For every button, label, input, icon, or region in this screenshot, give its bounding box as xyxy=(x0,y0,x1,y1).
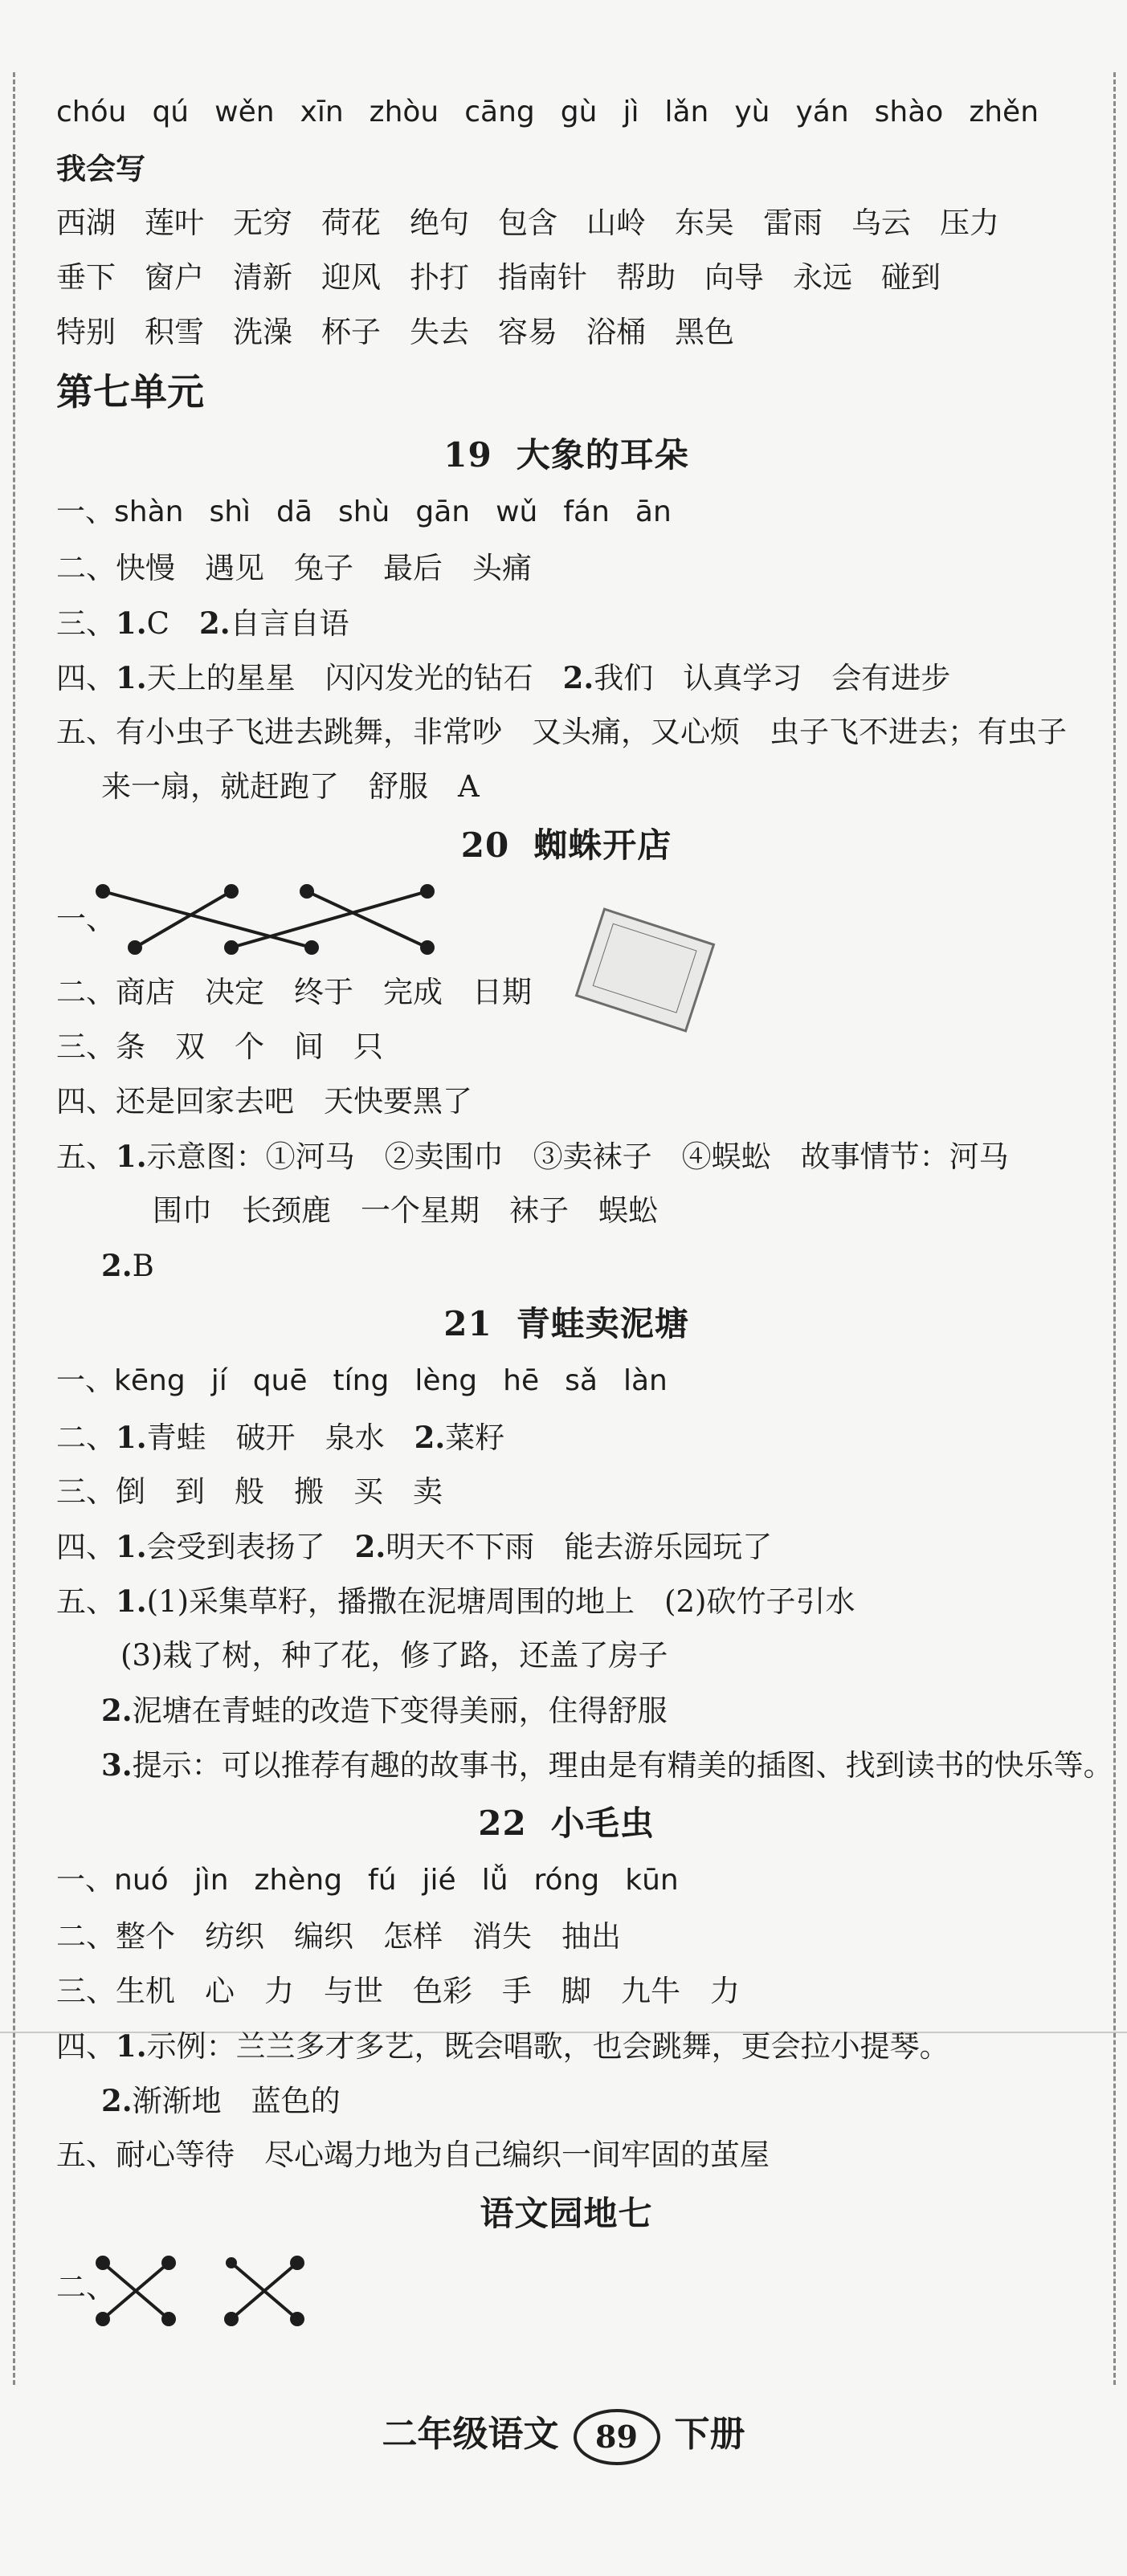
vocab-word: 永远 xyxy=(793,260,852,295)
lesson-name: 大象的耳朵 xyxy=(516,435,689,475)
lesson-number: 21 xyxy=(443,1304,492,1343)
vocab-word: 积雪 xyxy=(145,315,204,349)
question-label: 五、 xyxy=(56,1139,116,1174)
pinyin-item: cāng xyxy=(464,96,535,128)
lesson-number: 19 xyxy=(443,435,492,475)
match-dot xyxy=(226,2257,237,2268)
lesson-19-q3 xyxy=(56,596,1076,650)
pinyin-item: chóu xyxy=(56,96,127,128)
vocab-word: 清新 xyxy=(233,260,292,295)
pinyin-item: jí xyxy=(210,1364,227,1397)
vocab-word: 垂下 xyxy=(56,260,116,295)
pinyin-item: fú xyxy=(368,1864,397,1897)
lesson-20-q4: 四、还是回家去吧 天快要黑了 xyxy=(56,1084,472,1119)
lesson-name: 青蛙卖泥塘 xyxy=(516,1304,689,1343)
pinyin-item: yù xyxy=(734,96,770,128)
pinyin-item: zhòu xyxy=(369,96,439,128)
matching-lines-diagram xyxy=(56,877,474,965)
lesson-21-q3: 三、倒 到 般 搬 买 卖 xyxy=(56,1474,443,1509)
answer-text: (1)采集草籽，播撒在泥塘周围的地上 (2)砍竹子引水 xyxy=(146,1584,855,1619)
lesson-22-q4-line1 xyxy=(56,2019,1076,2073)
lesson-21-q5-line2: (3)栽了树，种了花，修了路，还盖了房子 xyxy=(120,1638,668,1673)
vocab-word: 向导 xyxy=(704,260,764,295)
woxie-row-1 xyxy=(56,196,1076,251)
lesson-21-q4 xyxy=(56,1519,1076,1574)
question-label: 四、 xyxy=(56,661,116,695)
vocab-word: 失去 xyxy=(410,315,469,349)
answer-text: 菜籽 xyxy=(445,1420,505,1455)
pinyin-item: wǔ xyxy=(496,495,538,528)
vocab-word: 窗户 xyxy=(145,260,204,295)
vocab-word: 指南针 xyxy=(498,260,587,295)
item-number: 2. xyxy=(562,660,594,695)
answer-content xyxy=(56,87,1113,2333)
lesson-21-q5-item2 xyxy=(56,1683,1076,1738)
pinyin-item: lèng xyxy=(414,1364,478,1397)
answer-text: 自言自语 xyxy=(230,606,349,641)
pinyin-item: wěn xyxy=(214,96,275,128)
pinyin-item: lǎn xyxy=(664,96,709,128)
vocab-word: 荷花 xyxy=(321,206,381,240)
vocab-word: 特别 xyxy=(56,315,116,349)
stamp-frame xyxy=(593,923,697,1013)
vocab-word: 雷雨 xyxy=(763,206,823,240)
pinyin-item: shì xyxy=(209,495,251,528)
page-number: 89 xyxy=(574,2409,660,2465)
lesson-20-q5-line1 xyxy=(56,1129,1076,1184)
lesson-number: 22 xyxy=(478,1804,527,1843)
item-number: 1. xyxy=(116,1139,147,1174)
vocab-word: 杯子 xyxy=(321,315,381,349)
lesson-22-title xyxy=(56,1792,1076,1855)
pinyin-item: lǚ xyxy=(481,1864,508,1897)
vocab-word: 莲叶 xyxy=(145,206,204,240)
pinyin-item: shàn xyxy=(114,495,184,528)
item-number: 1. xyxy=(116,1420,147,1455)
vocab-word: 东吴 xyxy=(675,206,734,240)
answer-text: 明天不下雨 能去游乐园玩了 xyxy=(386,1530,773,1564)
answer-text: 示例：兰兰多才多艺，既会唱歌，也会跳舞，更会拉小提琴。 xyxy=(146,2029,949,2064)
lesson-19-q2: 二、快慢 遇见 兔子 最后 头痛 xyxy=(56,551,532,585)
pinyin-answers xyxy=(114,1864,704,1897)
vocab-word: 山岭 xyxy=(586,206,646,240)
vocab-word: 扑打 xyxy=(410,260,469,295)
pinyin-item: ān xyxy=(635,495,672,528)
page-footer xyxy=(0,2405,1127,2465)
unit-title: 第七单元 xyxy=(56,370,204,414)
answer-text: 渐渐地 蓝色的 xyxy=(132,2084,341,2118)
lesson-number: 20 xyxy=(460,825,510,865)
lesson-19-title xyxy=(56,424,1076,487)
answer-text: 示意图：①河马 ②卖围巾 ③卖袜子 ④蜈蚣 故事情节：河马 xyxy=(146,1139,1009,1174)
question-label: 一、 xyxy=(56,1864,115,1897)
pinyin-item: zhèng xyxy=(254,1864,343,1897)
vocab-word: 容易 xyxy=(498,315,557,349)
lesson-22-q3: 三、生机 心 力 与世 色彩 手 脚 九牛 力 xyxy=(56,1974,740,2008)
pinyin-item: tíng xyxy=(333,1364,390,1397)
lesson-name: 小毛虫 xyxy=(550,1804,655,1843)
answer-text: 泥塘在青蛙的改造下变得美丽，住得舒服 xyxy=(132,1694,668,1728)
lesson-name: 蜘蛛开店 xyxy=(533,825,672,865)
garden-q2-matching xyxy=(56,2245,1076,2333)
pinyin-item: dā xyxy=(276,495,312,528)
answer-text: 我们 认真学习 会有进步 xyxy=(594,661,951,695)
lesson-22-q2: 二、整个 纺织 编织 怎样 消失 抽出 xyxy=(56,1919,621,1954)
pinyin-item: zhěn xyxy=(969,96,1039,128)
answer-text: 提示：可以推荐有趣的故事书，理由是有精美的插图、找到读书的快乐等。 xyxy=(132,1748,1113,1783)
question-label: 一、 xyxy=(56,495,115,528)
lesson-20-q5-line2: 围巾 长颈鹿 一个星期 袜子 蜈蚣 xyxy=(153,1193,658,1228)
lesson-20-q3: 三、条 双 个 间 只 xyxy=(56,1029,383,1064)
pinyin-item: làn xyxy=(623,1364,668,1397)
pinyin-item: gān xyxy=(415,495,471,528)
pinyin-item: shù xyxy=(337,495,390,528)
pinyin-item: kūn xyxy=(625,1864,679,1897)
pinyin-item: nuó xyxy=(114,1864,169,1897)
woxie-row-3 xyxy=(56,305,1076,360)
lesson-21-q2 xyxy=(56,1410,1076,1465)
lesson-19-q5-line2: 来一扇，就赶跑了 舒服 A xyxy=(101,769,480,804)
woxie-row-2 xyxy=(56,251,1076,305)
vocab-word: 迎风 xyxy=(321,260,381,295)
left-dashed-border xyxy=(13,72,15,2385)
right-dashed-border xyxy=(1113,72,1116,2385)
garden-title: 语文园地七 xyxy=(480,2194,653,2233)
lesson-20-q1-matching xyxy=(56,877,1076,965)
pinyin-item: róng xyxy=(533,1864,600,1897)
lesson-19-q5-line1: 五、有小虫子飞进去跳舞，非常吵 又头痛，又心烦 虫子飞不进去；有虫子 xyxy=(56,715,1067,749)
vocab-word: 黑色 xyxy=(675,315,734,349)
answer-text: 会受到表扬了 xyxy=(146,1530,355,1564)
footer-volume: 下册 xyxy=(674,2414,745,2455)
matching-lines-diagram xyxy=(56,2245,378,2333)
pinyin-item: hē xyxy=(503,1364,540,1397)
lesson-21-q1 xyxy=(56,1355,1076,1410)
woxie-heading: 我会写 xyxy=(56,151,145,186)
pinyin-item: fán xyxy=(563,495,610,528)
match-line xyxy=(103,891,312,948)
pinyin-item: gù xyxy=(560,96,598,128)
vocab-word: 包含 xyxy=(498,206,557,240)
vocab-word: 浴桶 xyxy=(586,315,646,349)
item-number: 1. xyxy=(116,2028,147,2064)
answer-text: B xyxy=(132,1249,154,1283)
lesson-20-q2: 二、商店 决定 终于 完成 日期 xyxy=(56,975,532,1009)
item-number: 1. xyxy=(116,1584,147,1619)
question-label: 四、 xyxy=(56,2029,116,2064)
lesson-21-q5-line1 xyxy=(56,1574,1076,1628)
pinyin-item: kēng xyxy=(114,1364,186,1397)
pinyin-item: jì xyxy=(623,96,639,128)
item-number: 2. xyxy=(101,1693,133,1728)
item-number: 3. xyxy=(101,1747,133,1783)
pinyin-item: quē xyxy=(252,1364,308,1397)
lesson-22-q1 xyxy=(56,1855,1076,1910)
item-number: 2. xyxy=(101,2083,133,2118)
vocab-word: 绝句 xyxy=(410,206,469,240)
pinyin-item: shào xyxy=(874,96,944,128)
lesson-22-q4-item2 xyxy=(56,2073,1076,2128)
vocab-word: 乌云 xyxy=(851,206,911,240)
item-number: 2. xyxy=(198,605,231,641)
lesson-19-q4 xyxy=(56,650,1076,705)
match-line xyxy=(135,891,231,948)
item-number: 2. xyxy=(354,1529,386,1564)
vocab-word: 帮助 xyxy=(616,260,676,295)
footer-grade: 二年级语文 xyxy=(382,2414,559,2455)
match-line xyxy=(231,891,427,948)
answer-text: C xyxy=(146,606,199,641)
lesson-21-title xyxy=(56,1293,1076,1355)
pinyin-item: xīn xyxy=(300,96,344,128)
lesson-20-title xyxy=(56,814,1076,877)
question-label: 二、 xyxy=(56,2270,116,2305)
pinyin-item: sǎ xyxy=(565,1364,598,1397)
item-number: 1. xyxy=(116,660,147,695)
pinyin-answers xyxy=(114,495,697,528)
lesson-22-q5: 五、耐心等待 尽心竭力地为自己编织一间牢固的茧屋 xyxy=(56,2138,770,2172)
question-label: 五、 xyxy=(56,1584,116,1619)
item-number: 2. xyxy=(414,1420,446,1455)
answer-text: 天上的星星 闪闪发光的钻石 xyxy=(146,661,563,695)
vocab-word: 洗澡 xyxy=(233,315,292,349)
question-label: 一、 xyxy=(56,1364,115,1397)
pinyin-item: qú xyxy=(152,96,190,128)
question-label: 三、 xyxy=(56,606,116,641)
question-label: 一、 xyxy=(56,902,116,936)
pinyin-item: yán xyxy=(795,96,849,128)
vocab-word: 无穷 xyxy=(233,206,292,240)
top-pinyin-row xyxy=(56,87,1076,141)
pinyin-item: jié xyxy=(422,1864,456,1897)
vocab-word: 碰到 xyxy=(881,260,941,295)
pinyin-item: jìn xyxy=(194,1864,229,1897)
vocab-word: 压力 xyxy=(940,206,999,240)
answer-text: 青蛙 破开 泉水 xyxy=(146,1420,414,1455)
lesson-19-q1 xyxy=(56,487,1076,541)
item-number: 1. xyxy=(116,605,147,641)
pinyin-answers xyxy=(114,1364,693,1397)
question-label: 二、 xyxy=(56,1420,116,1455)
lesson-20-q5-item2 xyxy=(56,1238,1076,1293)
item-number: 2. xyxy=(101,1248,133,1283)
vocab-word: 西湖 xyxy=(56,206,116,240)
lesson-21-q5-item3 xyxy=(56,1738,1113,1792)
item-number: 1. xyxy=(116,1529,147,1564)
question-label: 四、 xyxy=(56,1530,116,1564)
